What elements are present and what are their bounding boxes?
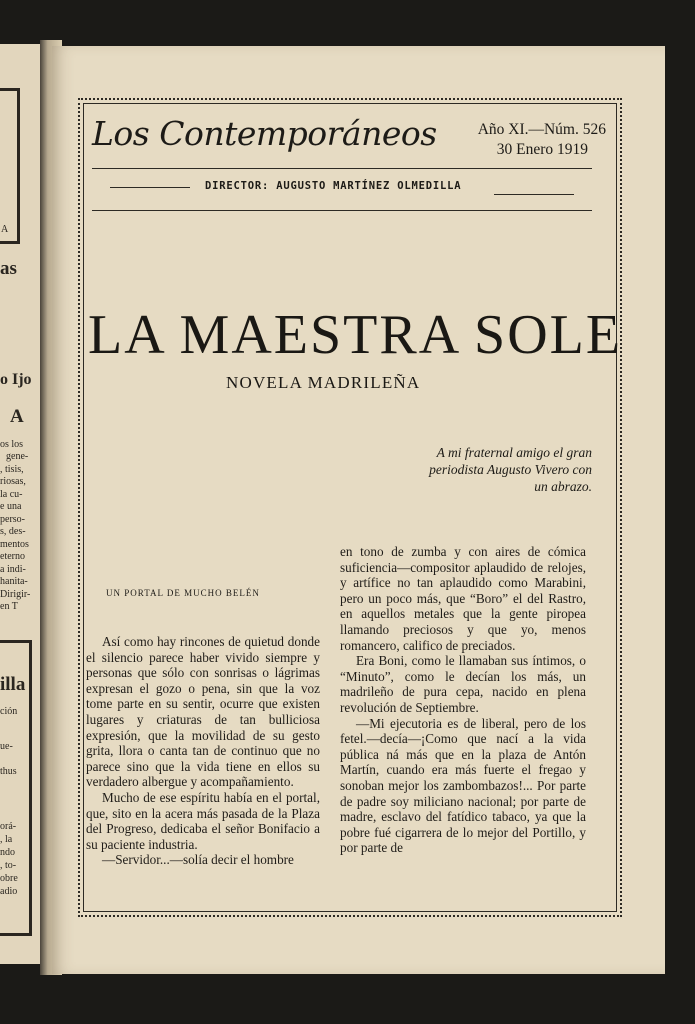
left-page-fragment: , tisis, [0, 464, 24, 475]
left-page-fragment: orá- [0, 821, 17, 832]
left-page-ad-box-top [0, 88, 20, 244]
issue-info [456, 120, 606, 160]
paragraph: Así como hay rincones de quietud donde el silencio parece haber vivido siempre y personas que sólo con sonrisas o lágrimas expresan el gozo o pena, sin que la voz tome parte en su sentir, ocurre que existen lugares y criaturas de tan bulliciosa expresión, que la movilidad de su gesto grita, llora o canta tan de continuo que no parece sino que la vida tiene en ellos su verdadero albergue y acompañamiento. [86, 634, 320, 790]
text-column-left [86, 634, 320, 868]
left-page-fragment: A [10, 406, 24, 427]
left-page-fragment: , to- [0, 860, 17, 871]
left-page-fragment: a indi- [0, 564, 26, 575]
left-page-fragment: gene- [6, 451, 29, 462]
left-page-fragment: ndo [0, 847, 15, 858]
left-page-fragment: riosas, [0, 476, 26, 487]
issue-date: 30 Enero 1919 [496, 141, 588, 158]
paragraph: —Mi ejecutoria es de liberal, pero de los fetel.—decía—¡Como que nací a la vida pública ná más que en la plaza de Antón Martín, cuando era más fuerte el fregao y sonoban mejor los zambombazos!... Por parte de padre soy miliciano nacional; por parte de madre, esclavo del fatídico tabaco, ya que la pobre fué cigarrera de lo mejor del Portillo, y por parte de [340, 715, 586, 856]
section-heading: UN PORTAL DE MUCHO BELÉN [106, 588, 260, 598]
text-column-right [340, 544, 586, 856]
left-page-fragment: os los [0, 439, 24, 450]
magazine-masthead: Los Contemporáneos [92, 114, 437, 153]
left-page-fragment: eterno [0, 551, 25, 562]
left-page-fragment: hanita- [0, 576, 28, 587]
left-page-fragment: la cu- [0, 489, 23, 500]
left-page-fragment: Dirigir- [0, 589, 31, 600]
left-page-fragment: adio [0, 886, 18, 897]
director-line: DIRECTOR: AUGUSTO MARTÍNEZ OLMEDILLA [205, 180, 462, 192]
left-page-fragment: perso- [0, 514, 25, 525]
masthead-rule-top [92, 168, 592, 169]
left-page-fragment: s, des- [0, 526, 26, 537]
left-page-fragment: ción [0, 706, 18, 717]
paragraph: Mucho de ese espíritu había en el portal, que, sito en la acera más pasada de la Plaza del Progreso, dedicaba el señor Bonifacio a su paciente industria. [86, 789, 320, 852]
masthead-rule-bottom [92, 210, 592, 211]
left-page-fragment: e una [0, 501, 22, 512]
paragraph: en tono de zumba y con aires de cómica suficiencia—compositor aplaudido de relojes, y artífice no tan aplaudido como Marabini, pero un poco más, que “Boro” el del Rastro, en aquellos metales que la gente piropea llamando preciosos y que yo, menos romancero, califico de preciados. [340, 544, 586, 653]
director-rule-right [494, 194, 574, 195]
left-page-fragment: , la [0, 834, 13, 845]
article-dedication: A mi fraternal amigo el gran periodista Augusto Vivero con un abrazo. [429, 445, 592, 494]
left-page-fragment: illa [0, 674, 26, 695]
left-page-fragment: thus [0, 766, 17, 777]
article-title: LA MAESTRA SOLE [88, 304, 623, 366]
left-page-edge [0, 44, 42, 964]
paragraph: Era Boni, como le llamaban sus íntimos, o “Minuto”, como le decían los más, un madrileño de pura cepa, nacido en plena revolución de Septiembre. [340, 653, 586, 715]
left-page-fragment: en T [0, 601, 18, 612]
left-page-fragment: mentos [0, 539, 29, 550]
left-page-fragment: obre [0, 873, 18, 884]
left-page-fragment: ue- [0, 741, 13, 752]
director-rule-left [110, 187, 190, 188]
left-page-fragment: A [1, 224, 9, 235]
left-page-fragment: o Ijo [0, 371, 32, 388]
paragraph: —Servidor...—solía decir el hombre [102, 852, 294, 868]
issue-number: Año XI.—Núm. 526 [477, 121, 606, 138]
article-subtitle: NOVELA MADRILEÑA [226, 373, 421, 392]
left-page-fragment: as [0, 258, 17, 279]
